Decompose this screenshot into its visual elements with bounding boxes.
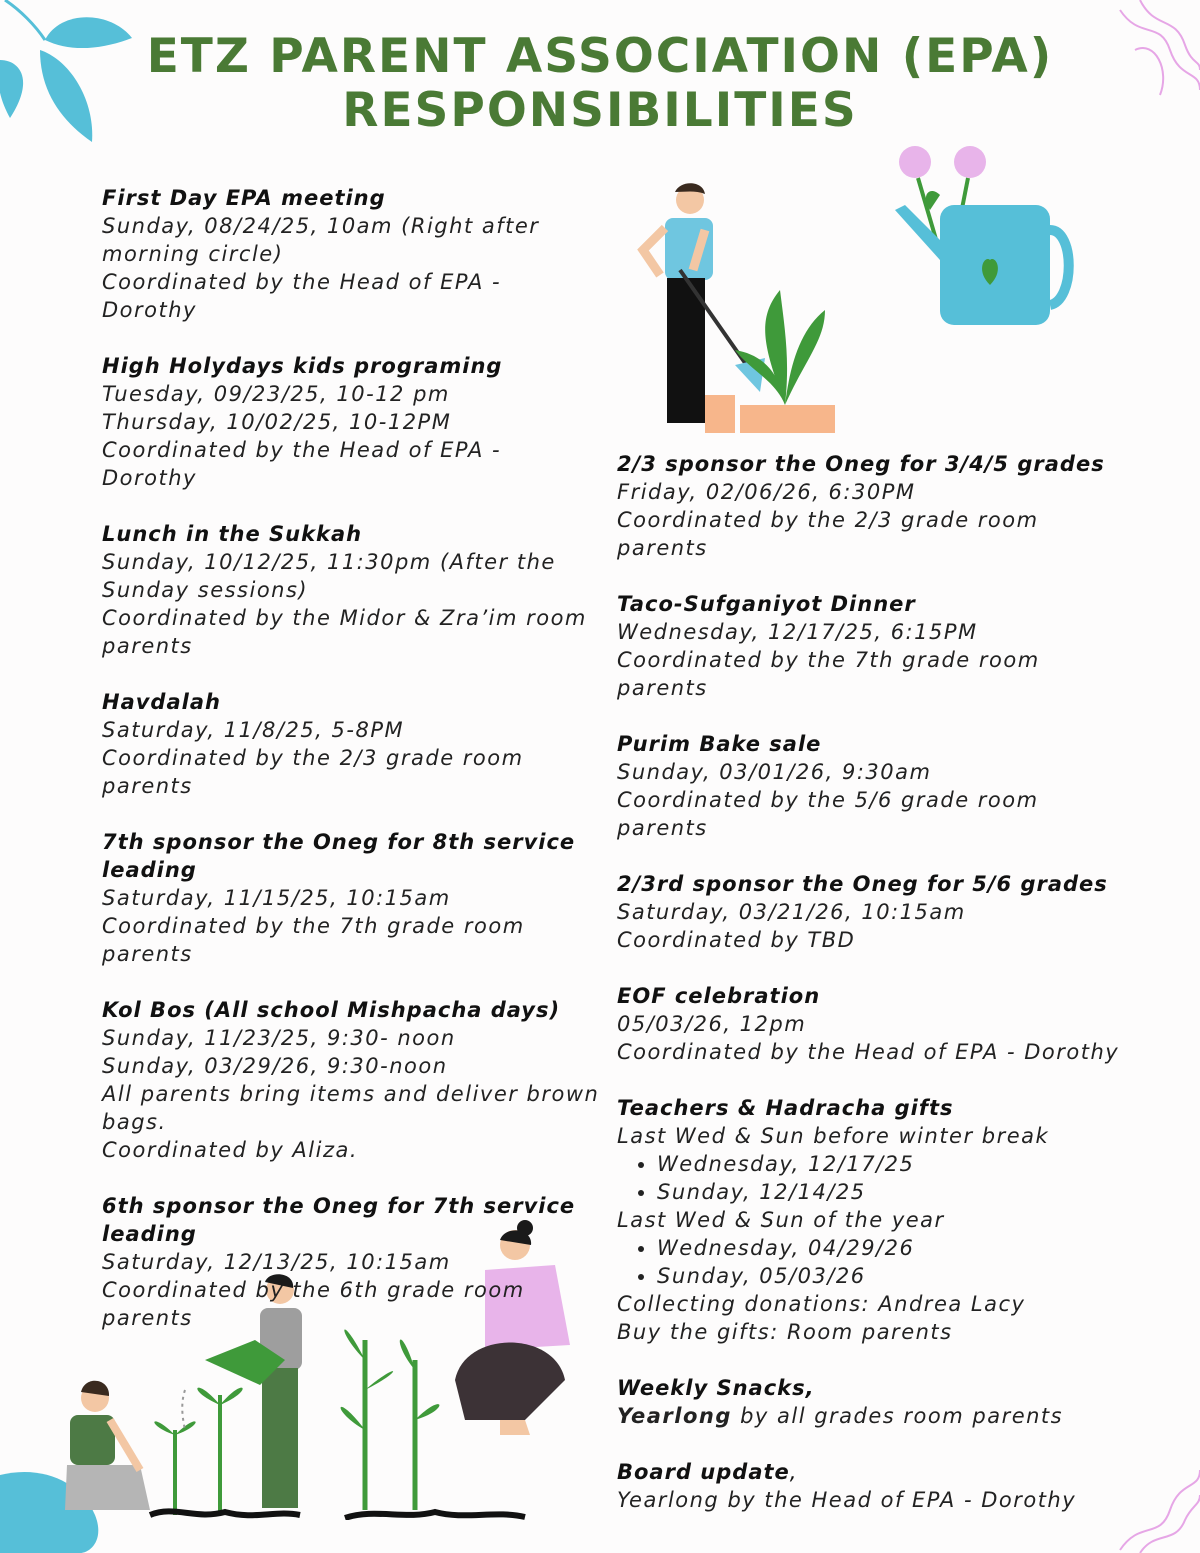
event-line: Coordinated by the Head of EPA - bbox=[102, 270, 502, 294]
event-line: parents bbox=[102, 774, 193, 798]
event-item bbox=[102, 1192, 602, 1332]
event-line: Coordinated by Aliza. bbox=[102, 1138, 359, 1162]
event-heading: Havdalah bbox=[102, 690, 221, 714]
event-heading: High Holydays kids programing bbox=[102, 354, 503, 378]
event-heading: First Day EPA meeting bbox=[102, 186, 386, 210]
title-line-1: ETZ PARENT ASSOCIATION (EPA) bbox=[146, 29, 1054, 84]
event-line: Saturday, 03/21/26, 10:15am bbox=[617, 900, 966, 924]
board-heading: Board update bbox=[617, 1460, 790, 1484]
event-line: Wednesday, 12/17/25, 6:15PM bbox=[617, 620, 978, 644]
event-line: 05/03/26, 12pm bbox=[617, 1012, 807, 1036]
list-item: • Wednesday, 12/17/25 bbox=[657, 1150, 1177, 1178]
board-line: Yearlong by the Head of EPA - Dorothy bbox=[617, 1488, 1077, 1512]
list-item: • Sunday, 12/14/25 bbox=[657, 1178, 1177, 1206]
event-heading: Lunch in the Sukkah bbox=[102, 522, 363, 546]
snacks-item bbox=[617, 1374, 1177, 1430]
right-column bbox=[617, 450, 1177, 1542]
event-heading: 2/3 sponsor the Oneg for 3/4/5 grades bbox=[617, 452, 1105, 476]
event-line: Sunday, 03/01/26, 9:30am bbox=[617, 760, 932, 784]
event-line: parents bbox=[617, 816, 708, 840]
event-line: Sunday, 08/24/25, 10am (Right after bbox=[102, 214, 540, 238]
event-line: Dorothy bbox=[102, 466, 197, 490]
gifts-donations: Collecting donations: Andrea Lacy bbox=[617, 1292, 1026, 1316]
gifts-year-list bbox=[617, 1234, 1177, 1290]
event-item bbox=[102, 184, 602, 324]
event-line: Saturday, 11/15/25, 10:15am bbox=[102, 886, 451, 910]
event-heading: Taco-Sufganiyot Dinner bbox=[617, 592, 916, 616]
event-item bbox=[617, 450, 1177, 562]
gifts-year-label: Last Wed & Sun of the year bbox=[617, 1208, 945, 1232]
page-title bbox=[0, 30, 1200, 138]
event-heading: EOF celebration bbox=[617, 984, 821, 1008]
board-item bbox=[617, 1458, 1177, 1514]
event-item bbox=[617, 982, 1177, 1066]
event-line: Sunday, 03/29/26, 9:30-noon bbox=[102, 1054, 448, 1078]
event-line: Coordinated by the 7th grade room bbox=[617, 648, 1040, 672]
event-line: Coordinated by the Head of EPA - Dorothy bbox=[617, 1040, 1120, 1064]
event-line: Thursday, 10/02/25, 10-12PM bbox=[102, 410, 452, 434]
event-line: parents bbox=[102, 634, 193, 658]
event-line: Coordinated by the Midor & Zra’im room bbox=[102, 606, 587, 630]
gifts-heading: Teachers & Hadracha gifts bbox=[617, 1096, 954, 1120]
event-line: Saturday, 11/8/25, 5-8PM bbox=[102, 718, 405, 742]
event-line: Sunday, 10/12/25, 11:30pm (After the bbox=[102, 550, 556, 574]
event-line: Coordinated by the 2/3 grade room bbox=[617, 508, 1039, 532]
event-item bbox=[617, 590, 1177, 702]
snacks-line bbox=[617, 1402, 1177, 1430]
gifts-item bbox=[617, 1094, 1177, 1346]
event-line: parents bbox=[617, 536, 708, 560]
event-line: Dorothy bbox=[102, 298, 197, 322]
event-line: Coordinated by the 5/6 grade room bbox=[617, 788, 1039, 812]
event-line: Sunday, 11/23/25, 9:30- noon bbox=[102, 1026, 456, 1050]
event-heading: Kol Bos (All school Mishpacha days) bbox=[102, 998, 561, 1022]
event-item bbox=[102, 688, 602, 800]
list-item: • Wednesday, 04/29/26 bbox=[657, 1234, 1177, 1262]
event-line: All parents bring items and deliver brown bags. bbox=[102, 1082, 600, 1134]
list-item: • Sunday, 05/03/26 bbox=[657, 1262, 1177, 1290]
event-item bbox=[102, 996, 602, 1164]
watering-can-illustration bbox=[890, 140, 1075, 330]
event-heading: 6th sponsor the Oneg for 7th service leading bbox=[102, 1194, 576, 1246]
event-line: Saturday, 12/13/25, 10:15am bbox=[102, 1250, 451, 1274]
event-line: Tuesday, 09/23/25, 10-12 pm bbox=[102, 382, 450, 406]
event-line: parents bbox=[102, 1306, 193, 1330]
snacks-rest: by all grades room parents bbox=[731, 1404, 1064, 1428]
title-line-2: RESPONSIBILITIES bbox=[342, 83, 858, 138]
event-item bbox=[102, 352, 602, 492]
left-column bbox=[102, 184, 602, 1360]
event-line: Coordinated by the 6th grade room bbox=[102, 1278, 525, 1302]
event-line: parents bbox=[102, 942, 193, 966]
event-item bbox=[102, 520, 602, 660]
board-heading-line bbox=[617, 1458, 1177, 1486]
event-item bbox=[617, 870, 1177, 954]
event-heading: Purim Bake sale bbox=[617, 732, 822, 756]
snacks-yearlong: Yearlong bbox=[617, 1404, 732, 1428]
event-line: Friday, 02/06/26, 6:30PM bbox=[617, 480, 916, 504]
gardener-shovel-illustration bbox=[625, 180, 840, 440]
gifts-winter-label: Last Wed & Sun before winter break bbox=[617, 1124, 1050, 1148]
event-item bbox=[102, 828, 602, 968]
event-line: Coordinated by the Head of EPA - bbox=[102, 438, 502, 462]
board-comma: , bbox=[789, 1460, 798, 1484]
event-item bbox=[617, 730, 1177, 842]
event-line: Coordinated by the 2/3 grade room bbox=[102, 746, 524, 770]
event-line: Sunday sessions) bbox=[102, 578, 309, 602]
event-heading: 7th sponsor the Oneg for 8th service leading bbox=[102, 830, 576, 882]
event-line: Coordinated by the 7th grade room bbox=[102, 914, 525, 938]
event-line: Coordinated by TBD bbox=[617, 928, 856, 952]
gifts-buy: Buy the gifts: Room parents bbox=[617, 1320, 953, 1344]
event-heading: 2/3rd sponsor the Oneg for 5/6 grades bbox=[617, 872, 1108, 896]
gifts-winter-list bbox=[617, 1150, 1177, 1206]
snacks-heading: Weekly Snacks, bbox=[617, 1376, 815, 1400]
event-line: morning circle) bbox=[102, 242, 284, 266]
event-line: parents bbox=[617, 676, 708, 700]
